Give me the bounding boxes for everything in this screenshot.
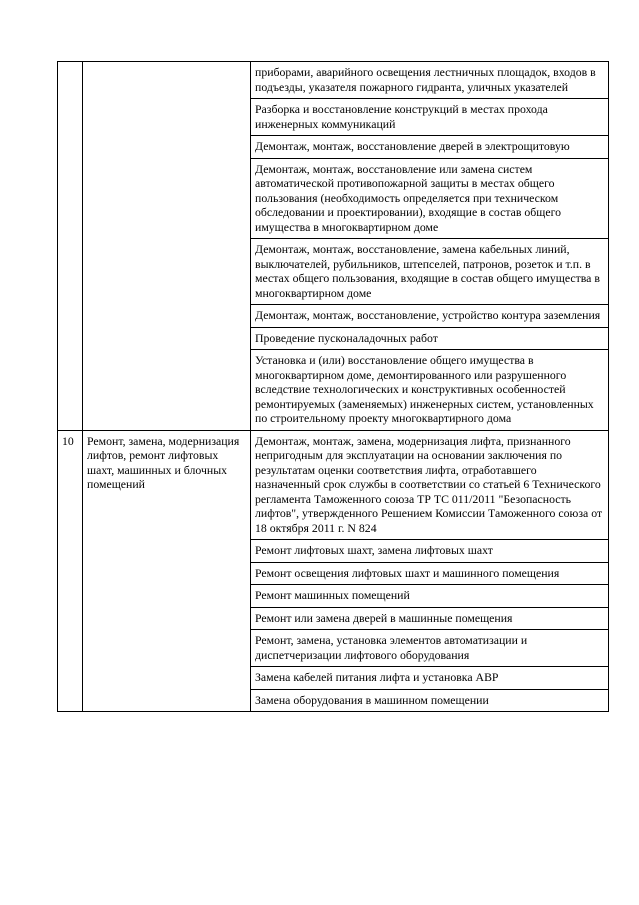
- table-row: [58, 430, 609, 540]
- work-description-cell: Ремонт лифтовых шахт, замена лифтовых шахт: [251, 540, 609, 563]
- work-description-cell: Ремонт машинных помещений: [251, 585, 609, 608]
- work-description-cell: Демонтаж, монтаж, восстановление, замена кабельных линий, выключателей, рубильников, штепселей, патронов, розеток и т.п. в местах общего пользования, входящие в состав общего имущества в многоквартирном доме: [251, 239, 609, 305]
- table-row: [58, 62, 609, 99]
- row-number-cell: 10: [58, 430, 83, 712]
- work-description-cell: Замена оборудования в машинном помещении: [251, 689, 609, 712]
- work-description-cell: Разборка и восстановление конструкций в местах прохода инженерных коммуникаций: [251, 99, 609, 136]
- work-description-cell: Установка и (или) восстановление общего имущества в многоквартирном доме, демонтированного или разрушенного вследствие технологических и конструктивных особенностей ремонтируемых (заменяемых) инженерных систем, установленных по строительному проекту многоквартирного дома: [251, 350, 609, 431]
- work-description-cell: Демонтаж, монтаж, замена, модернизация лифта, признанного непригодным для эксплуатации на основании заключения по результатам оценки соответствия лифта, отработавшего назначенный срок службы в соответствии со статьей 6 Технического регламента Таможенного союза ТР ТС 011/2011 "Безопасность лифтов", утвержденного Решением Комиссии Таможенного союза от 18 октября 2011 г. N 824: [251, 430, 609, 540]
- work-description-cell: Демонтаж, монтаж, восстановление, устройство контура заземления: [251, 305, 609, 328]
- works-table: [57, 61, 609, 712]
- work-description-cell: Демонтаж, монтаж, восстановление дверей в электрощитовую: [251, 136, 609, 159]
- work-description-cell: приборами, аварийного освещения лестничных площадок, входов в подъезды, указателя пожарного гидранта, уличных указателей: [251, 62, 609, 99]
- work-description-cell: Ремонт или замена дверей в машинные помещения: [251, 607, 609, 630]
- work-description-cell: Ремонт, замена, установка элементов автоматизации и диспетчеризации лифтового оборудования: [251, 630, 609, 667]
- works-table-body: [58, 62, 609, 712]
- work-category-cell: [83, 62, 251, 431]
- work-description-cell: Демонтаж, монтаж, восстановление или замена систем автоматической противопожарной защиты в местах общего пользования (необходимость определяется при техническом обследовании и проектировании), входящие в состав общего имущества в многоквартирном доме: [251, 158, 609, 239]
- work-category-cell: Ремонт, замена, модернизация лифтов, ремонт лифтовых шахт, машинных и блочных помещений: [83, 430, 251, 712]
- work-description-cell: Замена кабелей питания лифта и установка АВР: [251, 667, 609, 690]
- work-description-cell: Проведение пусконаладочных работ: [251, 327, 609, 350]
- work-description-cell: Ремонт освещения лифтовых шахт и машинного помещения: [251, 562, 609, 585]
- row-number-cell: [58, 62, 83, 431]
